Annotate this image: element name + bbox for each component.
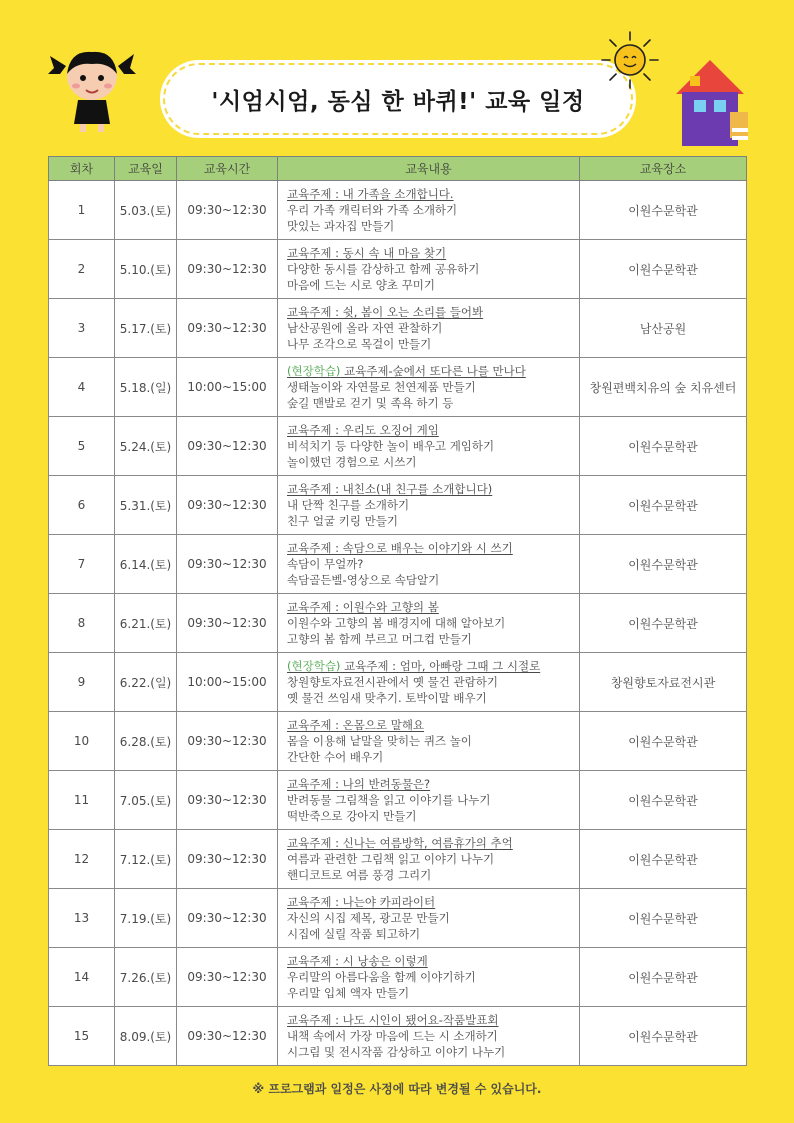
col-header-session: 회차 bbox=[49, 157, 115, 181]
session-date: 5.03.(토) bbox=[115, 181, 177, 240]
session-time: 09:30~12:30 bbox=[177, 1007, 278, 1066]
session-time: 09:30~12:30 bbox=[177, 889, 278, 948]
session-place: 창원향토자료전시관 bbox=[580, 653, 747, 712]
activity-line-1: 내책 속에서 가장 마음에 드는 시 소개하기 bbox=[287, 1029, 498, 1043]
schedule-table bbox=[48, 156, 747, 1066]
session-date: 5.31.(토) bbox=[115, 476, 177, 535]
session-place: 이원수문학관 bbox=[580, 1007, 747, 1066]
session-place: 이원수문학관 bbox=[580, 771, 747, 830]
session-place: 창원편백치유의 숲 치유센터 bbox=[580, 358, 747, 417]
topic-text: 교육주제 : 나의 반려동물은? bbox=[287, 777, 431, 791]
session-number: 10 bbox=[49, 712, 115, 771]
table-row bbox=[49, 299, 747, 358]
session-number: 6 bbox=[49, 476, 115, 535]
page-title: '시엄시엄, 동심 한 바퀴!' 교육 일정 bbox=[211, 88, 585, 115]
session-content bbox=[278, 712, 580, 771]
session-content bbox=[278, 594, 580, 653]
table-row bbox=[49, 358, 747, 417]
session-date: 5.24.(토) bbox=[115, 417, 177, 476]
session-date: 5.17.(토) bbox=[115, 299, 177, 358]
session-content bbox=[278, 535, 580, 594]
field-trip-label: (현장학습) bbox=[287, 659, 341, 673]
session-place: 이원수문학관 bbox=[580, 594, 747, 653]
topic-text: 교육주제 : 나도 시인이 됐어요-작품발표회 bbox=[287, 1013, 499, 1027]
topic-text: 교육주제 : 속담으로 배우는 이야기와 시 쓰기 bbox=[287, 541, 513, 555]
session-topic bbox=[287, 186, 579, 202]
session-time: 10:00~15:00 bbox=[177, 653, 278, 712]
activity-line-1: 자신의 시집 제목, 광고문 만들기 bbox=[287, 911, 450, 925]
session-number: 2 bbox=[49, 240, 115, 299]
activity-line-2: 속담골든벨-영상으로 속담알기 bbox=[287, 573, 440, 587]
session-number: 14 bbox=[49, 948, 115, 1007]
activity-line-2: 시그림 및 전시작품 감상하고 이야기 나누기 bbox=[287, 1045, 506, 1059]
session-number: 9 bbox=[49, 653, 115, 712]
activity-line-1: 반려동물 그림책을 읽고 이야기를 나누기 bbox=[287, 793, 491, 807]
session-place: 이원수문학관 bbox=[580, 240, 747, 299]
table-row bbox=[49, 889, 747, 948]
topic-text: 교육주제 : 쉿, 봄이 오는 소리를 들어봐 bbox=[287, 305, 484, 319]
activity-line-2: 간단한 수어 배우기 bbox=[287, 750, 384, 764]
col-header-time: 교육시간 bbox=[177, 157, 278, 181]
activity-line-1: 우리 가족 캐릭터와 가족 소개하기 bbox=[287, 203, 458, 217]
session-place: 이원수문학관 bbox=[580, 830, 747, 889]
session-number: 1 bbox=[49, 181, 115, 240]
activity-line-1: 이원수와 고향의 봄 배경지에 대해 알아보기 bbox=[287, 616, 506, 630]
session-content bbox=[278, 889, 580, 948]
session-topic bbox=[287, 1012, 579, 1028]
session-number: 15 bbox=[49, 1007, 115, 1066]
session-time: 10:00~15:00 bbox=[177, 358, 278, 417]
activity-line-1: 남산공원에 올라 자연 관찰하기 bbox=[287, 321, 443, 335]
session-time: 09:30~12:30 bbox=[177, 240, 278, 299]
session-time: 09:30~12:30 bbox=[177, 594, 278, 653]
topic-text: 교육주제 : 온몸으로 말해요 bbox=[287, 718, 425, 732]
session-time: 09:30~12:30 bbox=[177, 417, 278, 476]
session-place: 이원수문학관 bbox=[580, 181, 747, 240]
topic-text: 교육주제 : 동시 속 내 마음 찾기 bbox=[287, 246, 447, 260]
topic-text: 교육주제 : 내 가족을 소개합니다. bbox=[287, 187, 454, 201]
session-content bbox=[278, 181, 580, 240]
session-number: 11 bbox=[49, 771, 115, 830]
field-trip-label: (현장학습) bbox=[287, 364, 341, 378]
activity-line-1: 내 단짝 친구를 소개하기 bbox=[287, 498, 410, 512]
session-place: 이원수문학관 bbox=[580, 948, 747, 1007]
table-row bbox=[49, 653, 747, 712]
table-row bbox=[49, 712, 747, 771]
session-topic bbox=[287, 835, 579, 851]
session-content bbox=[278, 417, 580, 476]
session-date: 6.22.(일) bbox=[115, 653, 177, 712]
session-time: 09:30~12:30 bbox=[177, 771, 278, 830]
house-illustration bbox=[668, 56, 754, 150]
session-place: 이원수문학관 bbox=[580, 889, 747, 948]
session-time: 09:30~12:30 bbox=[177, 712, 278, 771]
girl-illustration bbox=[46, 44, 138, 134]
activity-line-1: 우리말의 아름다움을 함께 이야기하기 bbox=[287, 970, 476, 984]
session-content bbox=[278, 358, 580, 417]
session-date: 7.12.(토) bbox=[115, 830, 177, 889]
session-date: 6.28.(토) bbox=[115, 712, 177, 771]
session-time: 09:30~12:30 bbox=[177, 476, 278, 535]
col-header-place: 교육장소 bbox=[580, 157, 747, 181]
session-topic bbox=[287, 363, 579, 379]
session-date: 7.05.(토) bbox=[115, 771, 177, 830]
activity-line-2: 시집에 실릴 작품 퇴고하기 bbox=[287, 927, 421, 941]
table-row bbox=[49, 240, 747, 299]
activity-line-1: 비석치기 등 다양한 놀이 배우고 게임하기 bbox=[287, 439, 495, 453]
col-header-date: 교육일 bbox=[115, 157, 177, 181]
activity-line-1: 속담이 무얼까? bbox=[287, 557, 364, 571]
session-time: 09:30~12:30 bbox=[177, 299, 278, 358]
session-topic bbox=[287, 599, 579, 615]
activity-line-2: 친구 얼굴 키링 만들기 bbox=[287, 514, 398, 528]
session-number: 5 bbox=[49, 417, 115, 476]
topic-text: 교육주제 : 엄마, 아빠랑 그때 그 시절로 bbox=[340, 659, 541, 673]
session-number: 12 bbox=[49, 830, 115, 889]
topic-text: 교육주제 : 이원수와 고향의 봄 bbox=[287, 600, 439, 614]
topic-text: 교육주제 : 신나는 여름방학, 여름휴가의 추억 bbox=[287, 836, 513, 850]
session-topic bbox=[287, 304, 579, 320]
table-row bbox=[49, 830, 747, 889]
table-row bbox=[49, 417, 747, 476]
session-topic bbox=[287, 717, 579, 733]
session-time: 09:30~12:30 bbox=[177, 830, 278, 889]
session-content bbox=[278, 653, 580, 712]
session-place: 이원수문학관 bbox=[580, 712, 747, 771]
activity-line-2: 고향의 봄 함께 부르고 머그컵 만들기 bbox=[287, 632, 472, 646]
activity-line-2: 놀이했던 경험으로 시쓰기 bbox=[287, 455, 417, 469]
table-row bbox=[49, 535, 747, 594]
session-number: 7 bbox=[49, 535, 115, 594]
table-row bbox=[49, 771, 747, 830]
table-row bbox=[49, 181, 747, 240]
session-number: 3 bbox=[49, 299, 115, 358]
topic-text: 교육주제-숲에서 또다른 나를 만나다 bbox=[340, 364, 526, 378]
session-date: 7.26.(토) bbox=[115, 948, 177, 1007]
session-topic bbox=[287, 245, 579, 261]
table-header-row bbox=[49, 157, 747, 181]
session-time: 09:30~12:30 bbox=[177, 181, 278, 240]
activity-line-1: 창원향토자료전시관에서 옛 물건 관람하기 bbox=[287, 675, 498, 689]
col-header-content: 교육내용 bbox=[278, 157, 580, 181]
session-number: 8 bbox=[49, 594, 115, 653]
session-number: 4 bbox=[49, 358, 115, 417]
header bbox=[0, 0, 794, 150]
session-date: 5.18.(일) bbox=[115, 358, 177, 417]
activity-line-2: 우리말 입체 액자 만들기 bbox=[287, 986, 410, 1000]
session-topic bbox=[287, 776, 579, 792]
session-topic bbox=[287, 894, 579, 910]
sun-icon bbox=[598, 28, 662, 92]
session-content bbox=[278, 240, 580, 299]
session-topic bbox=[287, 481, 579, 497]
activity-line-2: 마음에 드는 시로 양초 꾸미기 bbox=[287, 278, 435, 292]
session-place: 이원수문학관 bbox=[580, 476, 747, 535]
activity-line-2: 나무 조각으로 목걸이 만들기 bbox=[287, 337, 432, 351]
session-content bbox=[278, 771, 580, 830]
session-content bbox=[278, 299, 580, 358]
topic-text: 교육주제 : 내친소(내 친구를 소개합니다) bbox=[287, 482, 493, 496]
table-row bbox=[49, 1007, 747, 1066]
title-banner bbox=[163, 63, 633, 135]
activity-line-2: 옛 물건 쓰임새 맞추기. 토박이말 배우기 bbox=[287, 691, 487, 705]
footnote: ※ 프로그램과 일정은 사정에 따라 변경될 수 있습니다. bbox=[252, 1082, 542, 1096]
table-row bbox=[49, 948, 747, 1007]
session-content bbox=[278, 830, 580, 889]
session-content bbox=[278, 948, 580, 1007]
session-place: 이원수문학관 bbox=[580, 535, 747, 594]
topic-text: 교육주제 : 시 낭송은 이렇게 bbox=[287, 954, 428, 968]
activity-line-2: 핸디코트로 여름 풍경 그리기 bbox=[287, 868, 432, 882]
session-place: 남산공원 bbox=[580, 299, 747, 358]
activity-line-2: 숲길 맨발로 걷기 및 족욕 하기 등 bbox=[287, 396, 454, 410]
session-place: 이원수문학관 bbox=[580, 417, 747, 476]
activity-line-2: 떡반죽으로 강아지 만들기 bbox=[287, 809, 417, 823]
session-date: 7.19.(토) bbox=[115, 889, 177, 948]
session-date: 6.14.(토) bbox=[115, 535, 177, 594]
activity-line-1: 생태놀이와 자연물로 천연제품 만들기 bbox=[287, 380, 476, 394]
session-topic bbox=[287, 422, 579, 438]
table-row bbox=[49, 476, 747, 535]
session-topic bbox=[287, 953, 579, 969]
session-number: 13 bbox=[49, 889, 115, 948]
session-content bbox=[278, 1007, 580, 1066]
topic-text: 교육주제 : 우리도 오징어 게임 bbox=[287, 423, 439, 437]
topic-text: 교육주제 : 나는야 카피라이터 bbox=[287, 895, 436, 909]
table-row bbox=[49, 594, 747, 653]
session-time: 09:30~12:30 bbox=[177, 948, 278, 1007]
activity-line-1: 여름과 관련한 그림책 읽고 이야기 나누기 bbox=[287, 852, 495, 866]
session-date: 6.21.(토) bbox=[115, 594, 177, 653]
session-topic bbox=[287, 540, 579, 556]
session-topic bbox=[287, 658, 579, 674]
activity-line-1: 다양한 동시를 감상하고 함께 공유하기 bbox=[287, 262, 480, 276]
session-time: 09:30~12:30 bbox=[177, 535, 278, 594]
activity-line-2: 맛있는 과자집 만들기 bbox=[287, 219, 395, 233]
session-content bbox=[278, 476, 580, 535]
session-date: 5.10.(토) bbox=[115, 240, 177, 299]
session-date: 8.09.(토) bbox=[115, 1007, 177, 1066]
activity-line-1: 몸을 이용해 낱말을 맞히는 퀴즈 놀이 bbox=[287, 734, 472, 748]
